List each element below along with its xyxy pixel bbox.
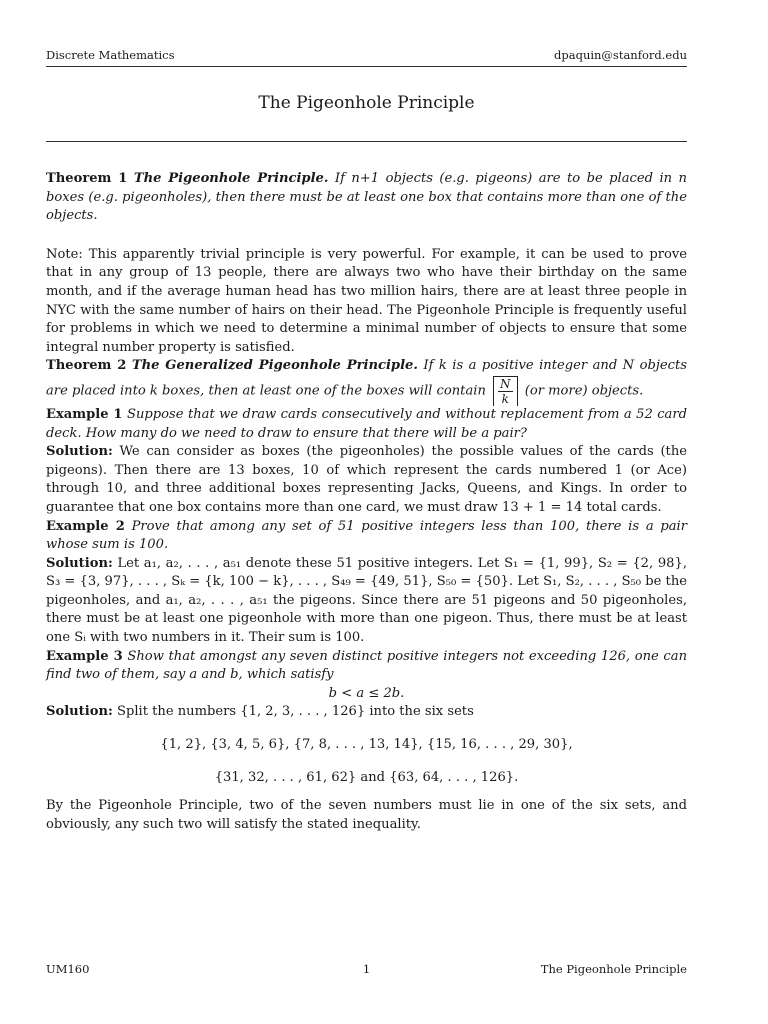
solution-3-conclusion: By the Pigeonhole Principle, two of the seven numbers must lie in one of the six sets, and obviously, any such two will satisfy the stated inequality. — [46, 798, 687, 832]
example-1-text: Suppose that we draw cards consecutively and without replacement from a 52 card deck. How many do we need to draw to ensure that there will be a pair? — [46, 406, 688, 441]
theorem-1-label: Theorem 1 — [46, 171, 128, 186]
sets-line-1: {1, 2}, {3, 4, 5, 6}, {7, 8, . . . , 13, 14}, {15, 16, . . . , 29, 30}, — [160, 737, 573, 753]
footer-course-code: UM160 — [46, 962, 90, 976]
theorem-2-text: If k is a positive integer and N objects are placed into k boxes, then at least one of the boxes will contain — [46, 358, 687, 399]
fraction-denominator: k — [501, 391, 509, 406]
solution-1 — [46, 443, 687, 517]
theorem-2-label: Theorem 2 — [46, 358, 127, 374]
header-course: Discrete Mathematics — [46, 48, 175, 62]
theorem-1 — [46, 170, 687, 226]
example-3-label: Example 3 — [46, 648, 123, 664]
example-3-text: Show that amongst any seven distinct positive integers not exceeding 126, one can find two of them, say a and b, which satisfy — [46, 648, 687, 683]
solution-3-text: Split the numbers {1, 2, 3, . . . , 126} into the six sets — [116, 704, 474, 720]
solution-1-label: Solution: — [46, 444, 113, 460]
sets-line-2: {31, 32, . . . , 61, 62} and {63, 64, . . . , 126}. — [214, 769, 519, 785]
theorem-1-text: If n+1 objects (e.g. pigeons) are to be placed in n boxes (e.g. pigeonholes), then there must be at least one box that contains more than one of the objects. — [46, 171, 687, 224]
solution-2-label: Solution: — [46, 555, 113, 571]
page-number: 1 — [362, 962, 371, 976]
example-3 — [46, 648, 687, 685]
solution-3 — [46, 703, 687, 722]
footer-title: The Pigeonhole Principle — [540, 962, 687, 976]
theorem-1-name: The Pigeonhole Principle. — [133, 171, 329, 186]
title-rule — [46, 141, 687, 142]
theorem-2 — [46, 357, 687, 406]
header-email: dpaquin@stanford.edu — [554, 48, 687, 62]
example-3-inequality: b < a ≤ 2b. — [328, 685, 405, 701]
header-rule — [46, 66, 687, 67]
page-title: The Pigeonhole Principle — [258, 93, 475, 113]
document-page — [46, 0, 687, 1024]
theorem-2-name: The Generalized Pigeonhole Principle. — [131, 358, 418, 374]
example-2-label: Example 2 — [46, 518, 125, 534]
theorem-2-text-after: (or more) objects. — [524, 383, 644, 399]
example-1 — [46, 406, 687, 443]
fraction-numerator: N — [500, 376, 511, 391]
running-footer — [46, 962, 687, 976]
note-paragraph: Note: This apparently trivial principle is very powerful. For example, it can be used to prove that in any group of 13 people, there are always two who have their birthday on the same month, and if the average human head has two million hairs, there are at least three people in NYC with the same number of hairs on their head. The Pigeonhole Principle is frequently useful for problems in which we need to determine a minimal number of objects to ensure that some integral number property is satisfied. — [46, 246, 687, 355]
running-header — [46, 48, 687, 62]
example-1-label: Example 1 — [46, 406, 123, 422]
solution-1-text: We can consider as boxes (the pigeonholes) the possible values of the cards (the pigeons). Then there are 13 boxes, 10 of which represent the cards numbered 1 (or Ace) through 10, and three additional boxes representing Jacks, Queens, and Kings. In order to guarantee that one box contains more than one card, we must draw 13 + 1 = 14 total cards. — [46, 444, 687, 515]
ceiling-fraction — [493, 376, 518, 406]
solution-3-label: Solution: — [46, 704, 113, 720]
solution-2 — [46, 555, 687, 648]
solution-2-text: Let a₁, a₂, . . . , a₅₁ denote these 51 positive integers. Let S₁ = {1, 99}, S₂ = {2, 98}, S₃ = {3, 97}, . . . , Sₖ = {k, 100 − k}, . . . , S₄₉ = {49, 51}, S₅₀ = {50}. Let S₁, S₂, . . . , S₅₀ be the pigeonholes, and a₁, a₂, . . . , a₅₁ the pigeons. Since there are 51 pigeons and 50 pigeonholes, there must be at least one pigeonhole with more than one pigeon. Thus, there must be at least one Sᵢ with two numbers in it. Their sum is 100. — [46, 555, 687, 646]
document-body — [46, 170, 687, 834]
example-2 — [46, 518, 687, 555]
example-2-text: Prove that among any set of 51 positive integers less than 100, there is a pair whose sum is 100. — [46, 518, 687, 553]
